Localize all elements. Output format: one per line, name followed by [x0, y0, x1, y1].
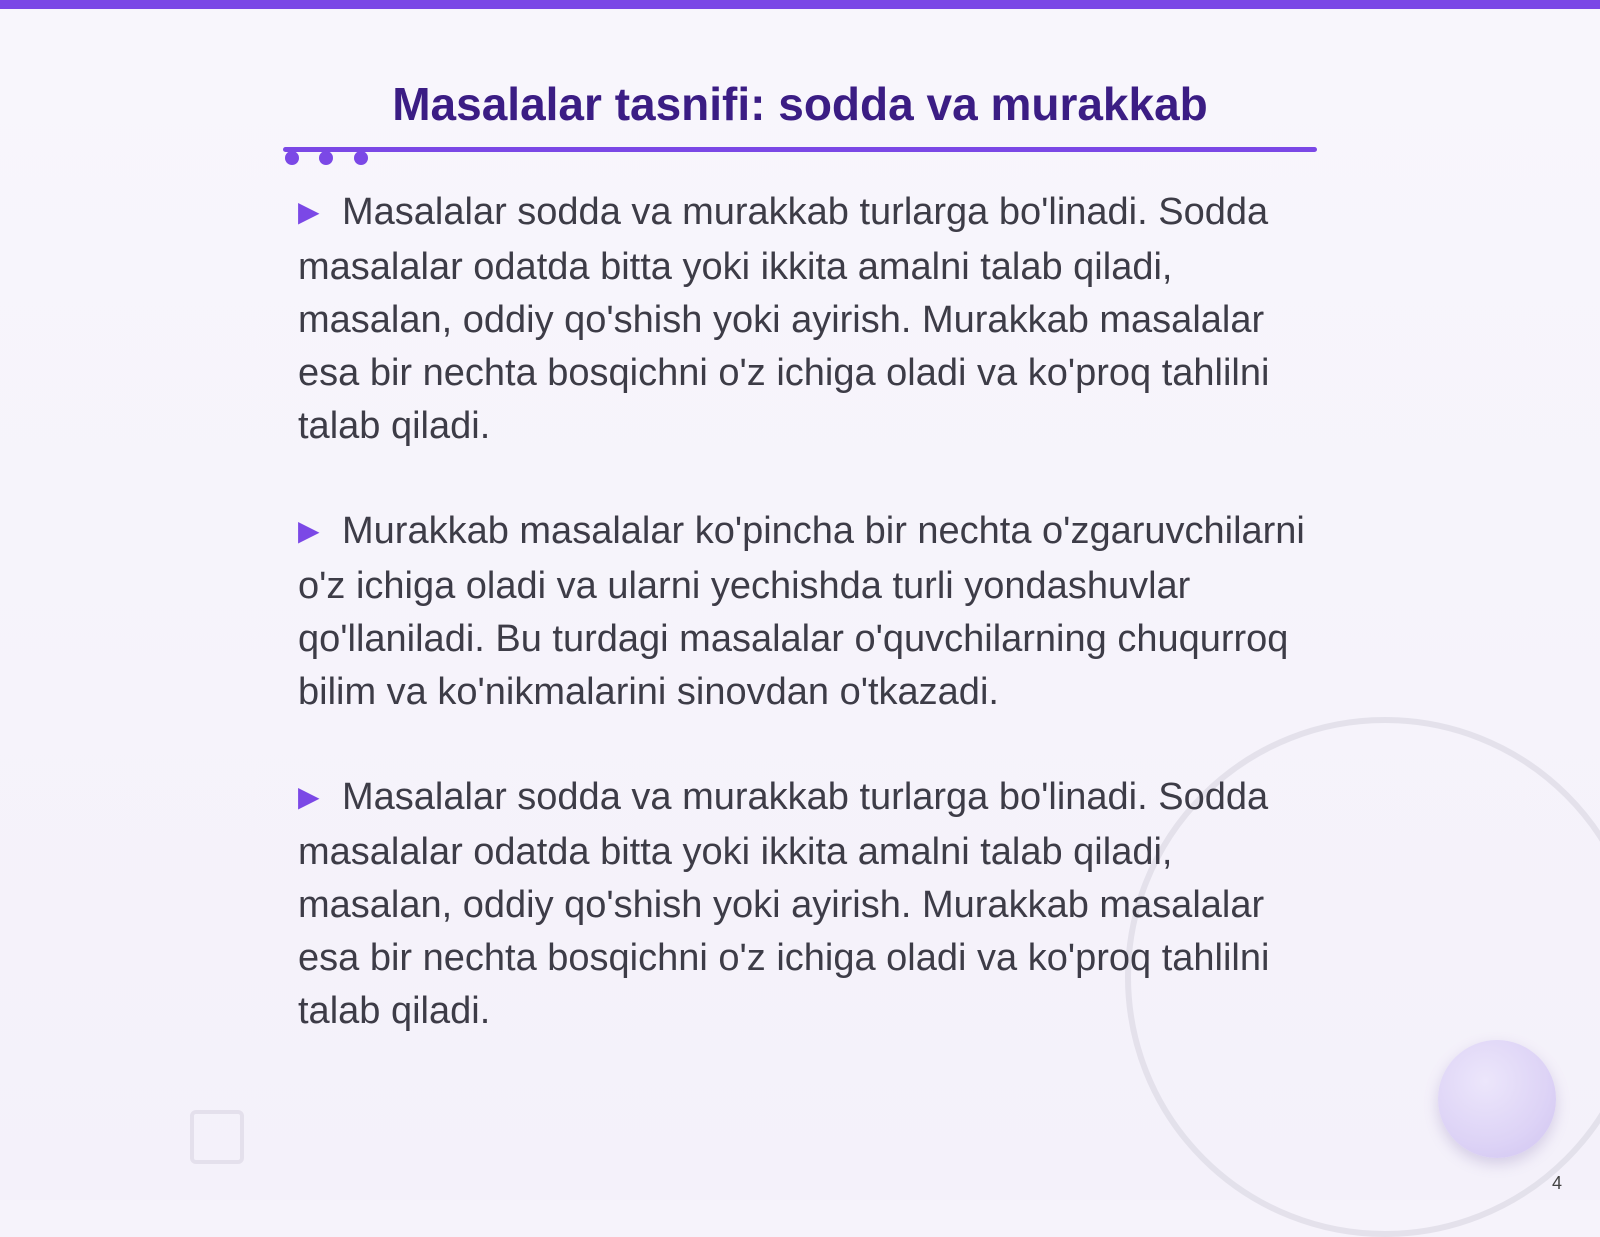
bullet-item — [298, 771, 1318, 1038]
bullet-text: Masalalar sodda va murakkab turlarga bo'linadi. Sodda masalalar odatda bitta yoki ikkita amalni talab qiladi, masalan, oddiy qo'shish yoki ayirish. Murakkab masalalar esa bir nechta bosqichni o'z ichiga oladi va ko'proq tahlilni talab qiladi. — [298, 776, 1270, 1032]
bullet-arrow-icon: ▶ — [298, 781, 320, 812]
bullet-arrow-icon: ▶ — [298, 196, 320, 227]
page-number: 4 — [1551, 1173, 1562, 1193]
title-dot-2 — [319, 151, 333, 165]
bullet-text: Masalalar sodda va murakkab turlarga bo'linadi. Sodda masalalar odatda bitta yoki ikkita amalni talab qiladi, masalan, oddiy qo'shish yoki ayirish. Murakkab masalalar esa bir nechta bosqichni o'z ichiga oladi va ko'proq tahlilni talab qiladi. — [298, 191, 1270, 447]
title-dot-3 — [354, 151, 368, 165]
bullet-item — [298, 505, 1318, 719]
title-underline — [283, 147, 1317, 152]
decorative-orb — [1438, 1040, 1556, 1158]
bullet-list — [298, 186, 1318, 1090]
bullet-item — [298, 186, 1318, 453]
title-dot-1 — [285, 151, 299, 165]
decorative-square — [190, 1110, 244, 1164]
top-accent-bar — [0, 0, 1600, 9]
bullet-arrow-icon: ▶ — [298, 515, 320, 546]
slide-title: Masalalar tasnifi: sodda va murakkab — [392, 78, 1208, 130]
bullet-text: Murakkab masalalar ko'pincha bir nechta o'zgaruvchilarni o'z ichiga oladi va ularni yechishda turli yondashuvlar qo'llaniladi. Bu turdagi masalalar o'quvchilarning chuqurroq bilim va ko'nikmalarini sinovdan o'tkazadi. — [298, 510, 1305, 713]
